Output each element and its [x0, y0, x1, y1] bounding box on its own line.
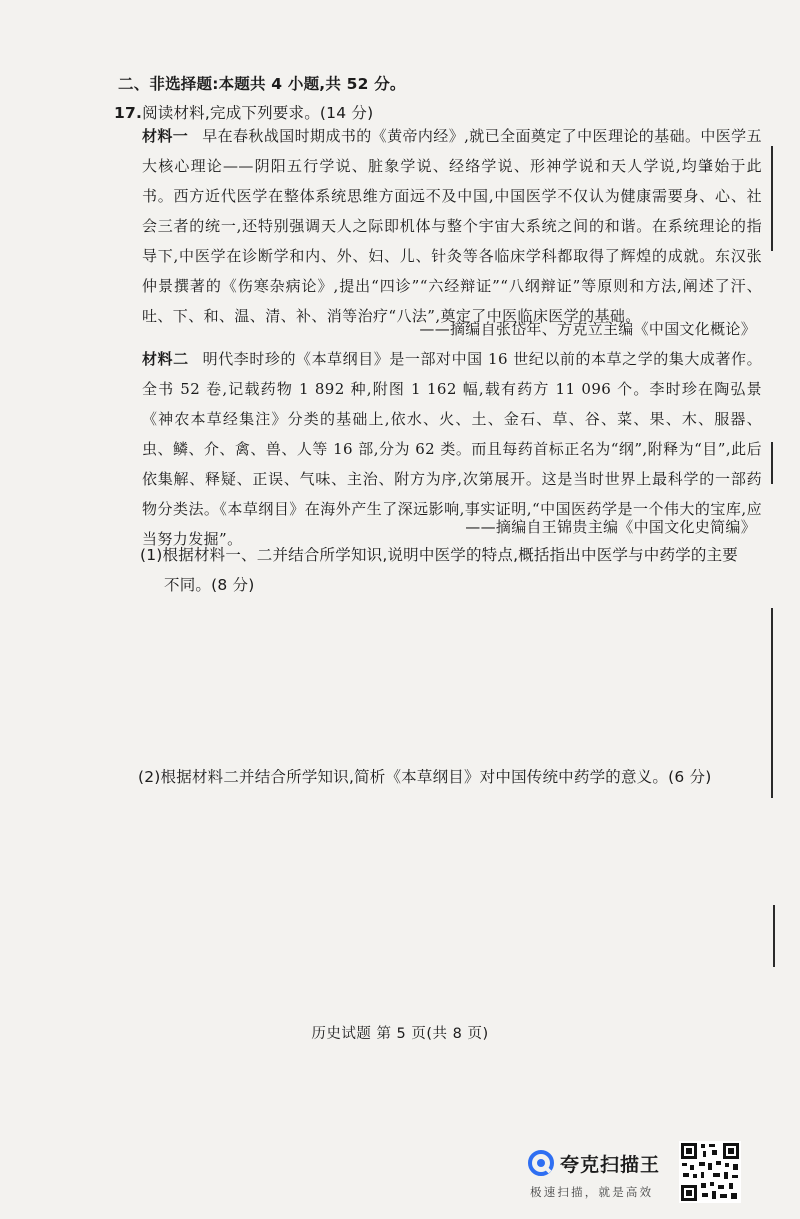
- question-heading: [114, 101, 373, 123]
- sub-question-1-line1: (1)根据材料一、二并结合所学知识,说明中医学的特点,概括指出中医学与中药学的主要: [140, 546, 739, 564]
- material-two-source: ——摘编自王锦贵主编《中国文化史简编》: [465, 518, 756, 536]
- material-one-source: ——摘编自张岱年、方克立主编《中国文化概论》: [419, 320, 756, 338]
- scan-edge-line: [771, 146, 773, 251]
- scan-edge-line: [771, 608, 773, 798]
- sub-question-1-line2: 不同。(8 分): [164, 576, 255, 594]
- material-two-text: 明代李时珍的《本草纲目》是一部对中国 16 世纪以前的本草之学的集大成著作。全书 52 卷,记载药物 1 892 种,附图 1 162 幅,载有药方 11 096 个。李时珍在陶弘景《神农本草经集注》分类的基础上,依水、火、土、金石、草、谷、菜、果、木、服器、虫、鳞、介、禽、兽、人等 16 部,分为 62 类。而且每药首标正名为“纲”,附释为“目”,此后依集解、释疑、正误、气味、主治、附方为序,次第展开。这是当时世界上最科学的一部药物分类法。《本草纲目》在海外产生了深远影响,事实证明,“中国医药学是一个伟大的宝库,应当努力发掘”。: [142, 350, 762, 548]
- material-two-label: 材料二: [142, 350, 189, 368]
- scan-edge-line: [771, 442, 773, 484]
- section-heading: 二、非选择题:本题共 4 小题,共 52 分。: [118, 75, 406, 93]
- scanner-slogan: 极速扫描，就是高效: [530, 1185, 654, 1199]
- scan-edge-line: [773, 905, 775, 967]
- scanner-brand-name: 夸克扫描王: [560, 1154, 661, 1176]
- material-one-text: 早在春秋战国时期成书的《黄帝内经》,就已全面奠定了中医理论的基础。中医学五大核心理论——阴阳五行学说、脏象学说、经络学说、形神学说和天人学说,均肇始于此书。西方近代医学在整体系统思维方面远不及中国,中国医学不仅认为健康需要身、心、社会三者的统一,还特别强调天人之际即机体与整个宇宙大系统之间的和谐。在系统理论的指导下,中医学在诊断学和内、外、妇、儿、针灸等各临床学科都取得了辉煌的成就。东汉张仲景撰著的《伤寒杂病论》,提出“四诊”“六经辩证”“八纲辩证”等原则和方法,阐述了汗、吐、下、和、温、清、补、消等治疗“八法”,奠定了中医临床医学的基础。: [142, 127, 762, 325]
- sub-question-1: [140, 540, 762, 600]
- question-number: 17.: [114, 104, 143, 122]
- qr-code-icon: [679, 1141, 741, 1203]
- scanner-watermark: [528, 1146, 678, 1206]
- scanner-logo-icon: [528, 1150, 554, 1176]
- sub-question-2: [138, 762, 768, 792]
- page-footer: 历史试题 第 5 页(共 8 页): [311, 1026, 489, 1042]
- sub-question-2-line1: (2)根据材料二并结合所学知识,简析《本草纲目》对中国传统中药学的意义。(6 分): [138, 768, 712, 786]
- material-one-label: 材料一: [142, 127, 189, 145]
- material-one: [142, 121, 762, 331]
- question-prompt: 阅读材料,完成下列要求。(14 分): [142, 104, 374, 122]
